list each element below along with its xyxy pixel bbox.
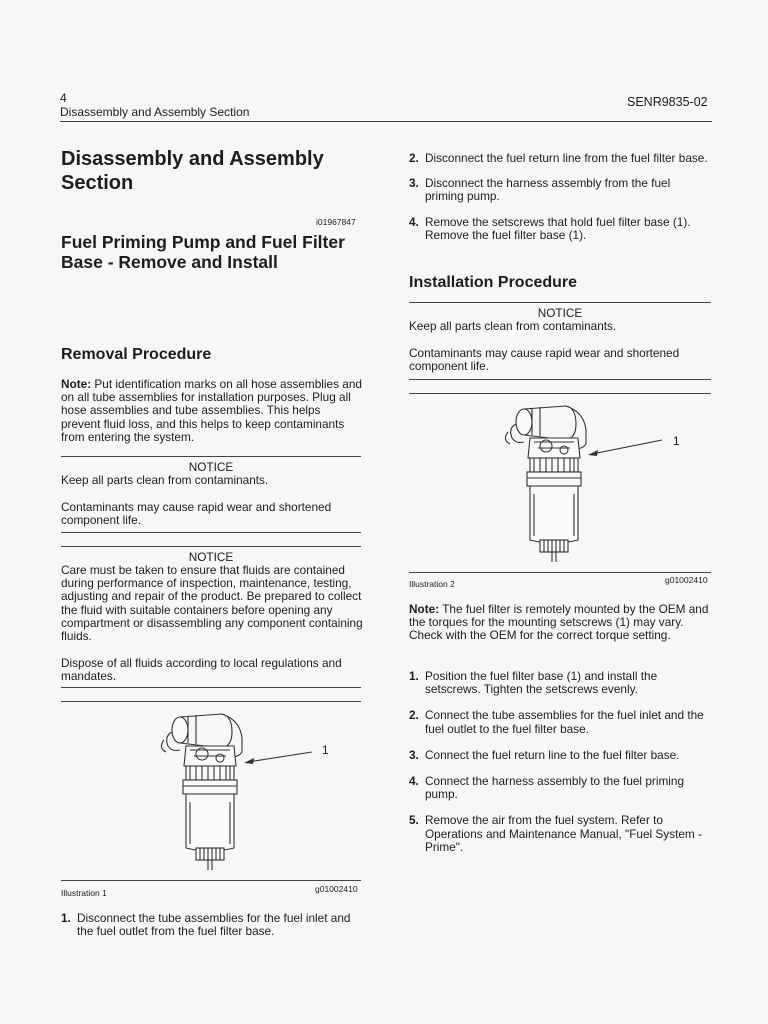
notice-rule xyxy=(409,393,711,394)
step-text: Remove the setscrews that hold fuel filter base (1). Remove the fuel filter base (1). xyxy=(425,214,691,242)
notice-text: Dispose of all fluids according to local regulations and mandates. xyxy=(61,656,342,684)
installation-note xyxy=(409,603,711,643)
list-item xyxy=(409,216,709,242)
fuel-filter-illustration xyxy=(150,706,350,878)
note-text: Put identification marks on all hose assemblies and on all tube assemblies for installation purposes. Plug all hose assemblies and tube assemblies. This helps prevent fluid loss, and this helps to keep contaminants from entering the system. xyxy=(61,377,362,444)
step-text: Disconnect the tube assemblies for the fuel inlet and the fuel outlet from the fuel filter base. xyxy=(77,911,351,939)
illustration-label: Illustration 2 xyxy=(409,579,455,589)
step-number: 3. xyxy=(409,176,419,191)
step-text: Connect the tube assemblies for the fuel inlet and the fuel outlet to the fuel filter base. xyxy=(425,708,704,736)
step-number: 4. xyxy=(409,214,419,229)
removal-steps xyxy=(61,912,365,938)
list-item xyxy=(409,749,711,762)
step-text: Connect the harness assembly to the fuel priming pump. xyxy=(425,774,685,802)
illustration-code: g01002410 xyxy=(665,575,708,585)
callout-number: 1 xyxy=(673,434,680,448)
step-text: Disconnect the fuel return line from the fuel filter base. xyxy=(425,151,708,165)
notice-text: Contaminants may cause rapid wear and shortened component life. xyxy=(409,346,680,374)
header-section-title: Disassembly and Assembly Section xyxy=(60,105,250,119)
list-item xyxy=(409,177,709,203)
step-number: 2. xyxy=(409,708,419,723)
notice-text: Contaminants may cause rapid wear and shortened component life. xyxy=(61,500,332,528)
step-text: Remove the air from the fuel system. Refer to Operations and Maintenance Manual, "Fuel System - Prime". xyxy=(425,813,702,854)
notice-text: Keep all parts clean from contaminants. xyxy=(409,319,617,333)
installation-heading: Installation Procedure xyxy=(409,274,578,291)
procedure-title: Fuel Priming Pump and Fuel Filter Base - Remove and Install xyxy=(61,232,345,272)
note-label: Note: xyxy=(409,602,440,616)
list-item xyxy=(409,814,711,854)
illustration-label: Illustration 1 xyxy=(61,888,107,898)
document-id: SENR9835-02 xyxy=(627,95,708,109)
list-item xyxy=(409,152,709,165)
notice-title: NOTICE xyxy=(188,460,234,474)
notice-rule xyxy=(409,379,711,380)
removal-steps-continued xyxy=(409,152,709,242)
removal-heading: Removal Procedure xyxy=(61,346,212,363)
step-text: Position the fuel filter base (1) and install the setscrews. Tighten the setscrews evenly. xyxy=(425,669,658,697)
notice-title: NOTICE xyxy=(188,550,234,564)
removal-note xyxy=(61,378,363,444)
step-number: 1. xyxy=(409,669,419,683)
step-text: Connect the fuel return line to the fuel filter base. xyxy=(425,747,680,762)
step-text: Disconnect the harness assembly from the fuel priming pump. xyxy=(425,176,671,204)
reference-id: i01967847 xyxy=(316,217,356,227)
list-item xyxy=(61,912,365,938)
step-number: 1. xyxy=(61,911,71,925)
fuel-filter-illustration xyxy=(494,398,694,570)
page-number: 4 xyxy=(60,91,67,105)
notice-rule xyxy=(409,302,711,303)
notice-text: Keep all parts clean from contaminants. xyxy=(61,473,269,487)
step-number: 2. xyxy=(409,151,419,165)
note-label: Note: xyxy=(61,377,92,391)
note-text: The fuel filter is remotely mounted by the OEM and the torques for the mounting setscrews (1) may vary. Check with the OEM for the correct torque setting. xyxy=(409,602,709,643)
notice-text: Care must be taken to ensure that fluids are contained during performance of inspection, maintenance, testing, adjusting and repair of the product. Be prepared to collect the fluid with suitable containers before opening any compartment or disassembling any component containing fluids. xyxy=(61,563,363,644)
header-rule xyxy=(60,121,712,122)
list-item xyxy=(409,670,711,696)
page-title: Disassembly and Assembly Section xyxy=(61,148,324,194)
list-item xyxy=(409,775,711,801)
notice-rule xyxy=(61,701,361,702)
notice-rule xyxy=(61,546,361,547)
list-item xyxy=(409,709,711,735)
illustration-rule xyxy=(409,572,711,573)
notice-rule xyxy=(61,532,361,533)
installation-steps xyxy=(409,670,711,854)
illustration-code: g01002410 xyxy=(315,884,358,894)
illustration-rule xyxy=(61,880,361,881)
step-number: 4. xyxy=(409,774,419,789)
step-number: 5. xyxy=(409,813,419,828)
step-number: 3. xyxy=(409,747,419,762)
notice-rule xyxy=(61,456,361,457)
notice-title: NOTICE xyxy=(537,306,583,320)
notice-rule xyxy=(61,687,361,688)
callout-number: 1 xyxy=(322,743,329,757)
